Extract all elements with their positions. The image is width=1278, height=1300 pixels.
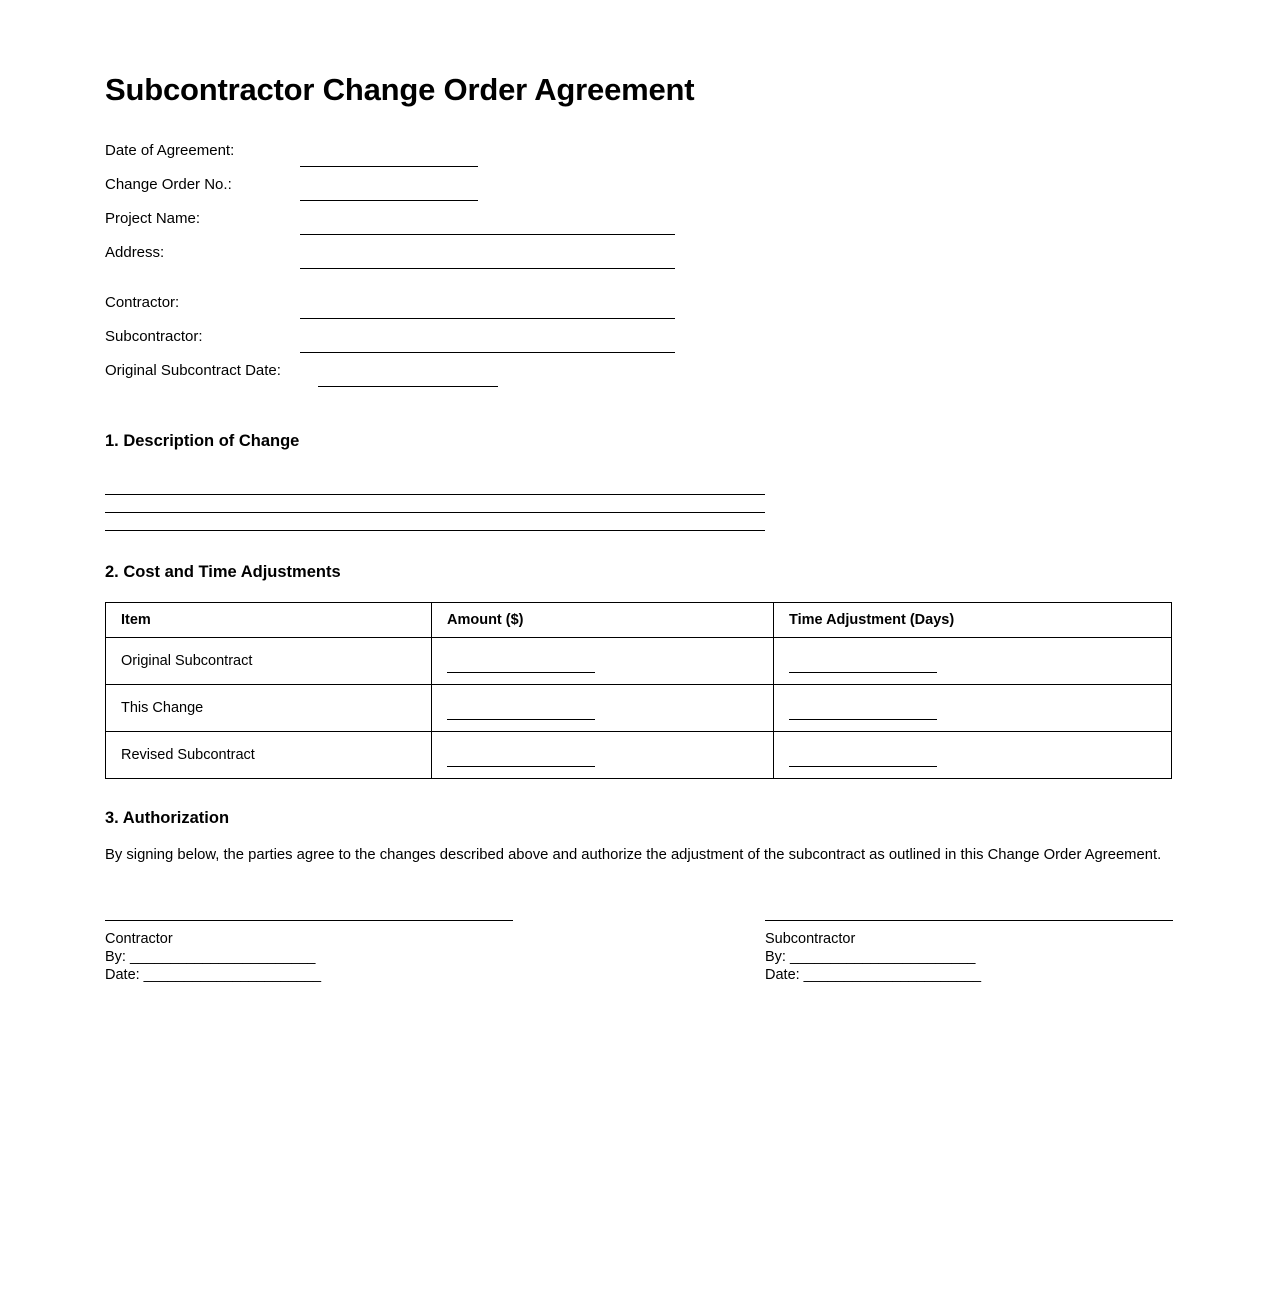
header-fields-group <box>105 142 1175 396</box>
page-title: Subcontractor Change Order Agreement <box>105 72 695 107</box>
description-input-line-2[interactable] <box>105 495 765 513</box>
column-header-amount: Amount ($) <box>432 602 774 637</box>
amount-input-this-change[interactable] <box>447 697 595 720</box>
cell-time-revised-subcontract[interactable] <box>774 731 1172 778</box>
section-authorization <box>105 809 1175 866</box>
time-input-revised-subcontract[interactable] <box>789 744 937 767</box>
contractor-signature-line[interactable] <box>105 920 513 921</box>
contractor-party-label: Contractor <box>105 930 173 947</box>
subcontractor-signature-line[interactable] <box>765 920 1173 921</box>
cell-time-original-subcontract[interactable] <box>774 637 1172 684</box>
cell-item-revised-subcontract: Revised Subcontract <box>106 731 432 778</box>
description-input-line-1[interactable] <box>105 477 765 495</box>
signature-block-contractor <box>105 920 513 984</box>
field-label-date-of-agreement: Date of Agreement: <box>105 141 235 159</box>
column-header-time-adjustment: Time Adjustment (Days) <box>774 602 1172 637</box>
field-label-contractor: Contractor: <box>105 293 180 311</box>
table-row <box>106 637 1172 684</box>
authorization-paragraph: By signing below, the parties agree to the changes described above and authorize the adjustment of the subcontract as outlined in this Change Order Agreement. <box>105 846 1162 863</box>
time-input-this-change[interactable] <box>789 697 937 720</box>
section-heading-authorization: 3. Authorization <box>105 808 230 827</box>
field-input-original-subcontract-date[interactable] <box>318 386 498 387</box>
signature-area <box>105 920 1175 1020</box>
table-header-row <box>106 602 1172 637</box>
section-description-of-change <box>105 432 1175 531</box>
signature-block-subcontractor <box>765 920 1173 984</box>
field-input-project-name[interactable] <box>300 234 675 235</box>
subcontractor-party-label: Subcontractor <box>765 930 856 947</box>
description-input-line-3[interactable] <box>105 513 765 531</box>
cell-amount-revised-subcontract[interactable] <box>432 731 774 778</box>
field-row-date-of-agreement <box>105 142 1175 176</box>
field-row-subcontractor <box>105 328 1175 362</box>
column-header-item: Item <box>106 602 432 637</box>
contractor-date-field[interactable]: Date: ______________________ <box>105 966 322 983</box>
field-label-project-name: Project Name: <box>105 209 201 227</box>
cell-amount-original-subcontract[interactable] <box>432 637 774 684</box>
field-input-subcontractor[interactable] <box>300 352 675 353</box>
field-input-change-order-no[interactable] <box>300 200 478 201</box>
field-label-original-subcontract-date: Original Subcontract Date: <box>105 361 281 379</box>
field-group-divider <box>105 278 1175 294</box>
subcontractor-by-field[interactable]: By: _______________________ <box>765 948 976 965</box>
field-input-contractor[interactable] <box>300 318 675 319</box>
cell-item-this-change: This Change <box>106 684 432 731</box>
field-row-original-subcontract-date <box>105 362 1175 396</box>
field-row-change-order-no <box>105 176 1175 210</box>
document-body <box>105 72 1175 1020</box>
cell-item-original-subcontract: Original Subcontract <box>106 637 432 684</box>
section-cost-and-time-adjustments <box>105 563 1175 779</box>
description-blank-lines <box>105 477 1175 531</box>
field-row-project-name <box>105 210 1175 244</box>
field-label-address: Address: <box>105 243 165 261</box>
amount-input-original-subcontract[interactable] <box>447 650 595 673</box>
cost-adjustments-table <box>105 602 1172 779</box>
subcontractor-date-field[interactable]: Date: ______________________ <box>765 966 982 983</box>
amount-input-revised-subcontract[interactable] <box>447 744 595 767</box>
field-label-change-order-no: Change Order No.: <box>105 175 232 193</box>
table-row <box>106 684 1172 731</box>
contractor-by-field[interactable]: By: _______________________ <box>105 948 316 965</box>
time-input-original-subcontract[interactable] <box>789 650 937 673</box>
section-heading-cost: 2. Cost and Time Adjustments <box>105 562 341 581</box>
field-input-address[interactable] <box>300 268 675 269</box>
field-input-date-of-agreement[interactable] <box>300 166 478 167</box>
cell-amount-this-change[interactable] <box>432 684 774 731</box>
table-row <box>106 731 1172 778</box>
field-row-contractor <box>105 294 1175 328</box>
section-heading-description: 1. Description of Change <box>105 431 300 450</box>
cell-time-this-change[interactable] <box>774 684 1172 731</box>
field-label-subcontractor: Subcontractor: <box>105 327 203 345</box>
field-row-address <box>105 244 1175 278</box>
